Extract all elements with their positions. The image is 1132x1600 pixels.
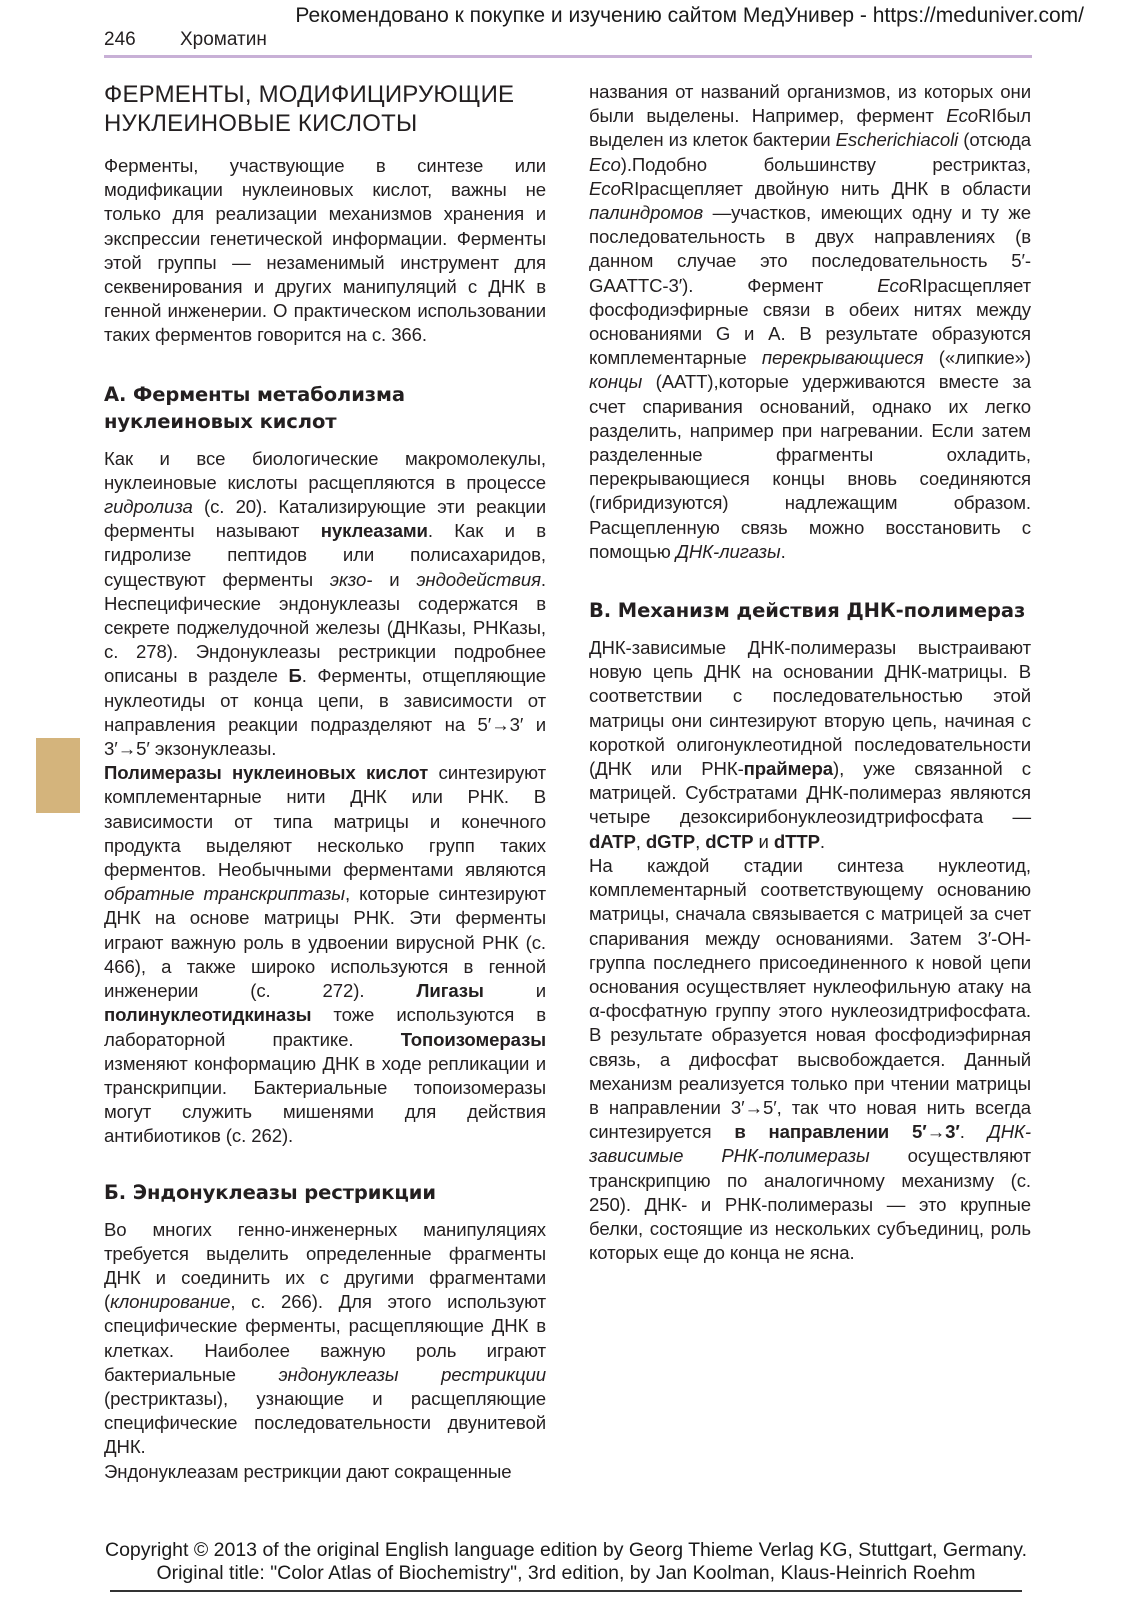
header-rule <box>104 55 1032 58</box>
chapter-title-line: НУКЛЕИНОВЫЕ КИСЛОТЫ <box>104 110 418 137</box>
section-c-title: В. Механизм действия ДНК-полимераз <box>589 599 1026 623</box>
running-title: Хроматин <box>180 29 267 50</box>
section-b-paragraph-tail: названия от названий организмов, из которых они были выделены. Например, фермент EcoRIбыл выделен из клеток бактерии Escherichiacoli (отсюда Eco).Подобно большинству рестриктаз, EcoRIрасщепляет двойную нить ДНК в области палиндромов —участков, имеющих одну и ту же последовательность в двух направлениях (в данном случае это последовательность 5′-GAATTC-3′). Фермент EcoRIрасщепляет фосфодиэфирные связи в обеих нитях между основаниями G и A. В результате образуются комплементарные перекрывающиеся («липкие») концы (AATT),которые удерживаются вместе за счет спаривания оснований, однако их легко разделить, например при нагревании. Если затем разделенные фрагменты охладить, перекрывающиеся концы вновь соединяются (гибридизуются) надлежащим образом. Расщепленную связь можно восстановить с помощью ДНК-лигазы. <box>589 81 1032 562</box>
footer-rule <box>110 1590 1022 1592</box>
section-b-paragraph-continued: Эндонуклеазам рестрикции дают сокращенные <box>104 1460 512 1482</box>
section-b-tail <box>589 80 1031 564</box>
chapter-title-line: ФЕРМЕНТЫ, МОДИФИЦИРУЮЩИЕ <box>104 81 515 108</box>
section-a-title: А. Ферменты метаболизма нуклеиновых кислот <box>104 382 405 433</box>
page-header <box>104 29 267 51</box>
section-a-paragraph: Полимеразы нуклеиновых кислот синтезируют комплементарные нити ДНК или РНК. В зависимости от типа матрицы и конечного продукта выделяют несколько групп таких ферментов. Необычными ферментами являются обратные транскриптазы, которые синтезируют ДНК на основе матрицы РНК. Эти ферменты играют важную роль в удвоении вирусной РНК (с. 466), а также широко используются в генной инженерии (с. 272). Лигазы и полинуклеотидкиназы тоже используются в лабораторной практике. Топоизомеразы изменяют конформацию ДНК в ходе репликации и транскрипции. Бактериальные топоизомеразы могут служить мишенями для действия антибиотиков (с. 262). <box>104 762 547 1147</box>
chapter-title <box>104 80 546 138</box>
intro-paragraph: Ферменты, участвующие в синтезе или модификации нуклеиновых кислот, важны не только для реализации механизмов хранения и экспрессии генетической информации. Ферменты этой группы — незаменимый инструмент для секвенирования и других манипуляций с ДНК в генной инженерии. О практическом использовании таких ферментов говорится на с. 366. <box>104 155 546 346</box>
section-b-title: Б. Эндонуклеазы рестрикции <box>104 1180 436 1204</box>
left-column <box>104 80 546 1484</box>
section-b-paragraph: Во многих генно-инженерных манипуляциях требуется выделить определенные фрагменты ДНК и соединить их с другими фрагментами (клонирование, с. 266). Для этого используют специфические ферменты, расщепляющие ДНК в клетках. Наиболее важную роль играют бактериальные эндонуклеазы рестрикции (рестриктазы), узнающие и расщепляющие специфические последовательности двунитевой ДНК. <box>104 1218 546 1458</box>
section-c-paragraph: ДНК-зависимые ДНК-полимеразы выстраивают новую цепь ДНК на основании ДНК-матрицы. В соответствии с последовательностью этой матрицы они синтезируют вторую цепь, начиная с короткой олигонуклеотидной последовательности (ДНК или РНК-праймера), уже связанной с матрицей. Субстратами ДНК-полимераз являются четыре дезоксирибонуклеозидтрифосфата — dATP, dGTP, dCTP и dTTP. <box>589 637 1031 852</box>
section-a-paragraph: Как и все биологические макромолекулы, нуклеиновые кислоты расщепляются в процессе гидролиза (с. 20). Катализирующие эти реакции ферменты называют нуклеазами. Как и в гидролизе пептидов или полисахаридов, существуют ферменты экзо- и эндодействия. Неспецифические эндонуклеазы содержатся в секрете поджелудочной железы (ДНКазы, РНКазы, с. 278). Эндонуклеазы рестрикции подробнее описаны в разделе Б. Ферменты, отщепляющие нуклеотиды от конца цепи, в зависимости от направления реакции подразделяют на 5′→3′ и 3′→5′ экзонуклеазы. <box>104 447 546 760</box>
site-watermark: Рекомендовано к покупке и изучению сайтом МедУнивер - https://meduniver.com/ <box>295 4 1084 27</box>
chapter-tab-marker <box>36 738 80 813</box>
right-column <box>589 80 1031 1265</box>
copyright-footer <box>0 1539 1132 1585</box>
section-c-paragraph: На каждой стадии синтеза нуклеотид, комплементарный соответствующему основанию матрицы, сначала связывается с матрицей за счет спаривания между основаниями. Затем 3′-OH-группа последнего присоединенного к новой цепи основания осуществляет нуклеофильную атаку на α-фосфатную группу этого нуклеозидтрифосфата. В результате образуется новая фосфодиэфирная связь, а дифосфат высвобождается. Данный механизм реализуется только при чтении матрицы в направлении 3′→5′, так что новая нить всегда синтезируется в направлении 5′→3′. ДНК-зависимые РНК-полимеразы осуществляют транскрипцию по аналогичному механизму (с. 250). ДНК- и РНК-полимеразы — это крупные белки, состоящие из нескольких субъединиц, роль которых еще до конца не ясна. <box>589 854 1031 1264</box>
footer-line: Original title: "Color Atlas of Biochemistry", 3rd edition, by Jan Koolman, Klaus-Heinrich Roehm <box>156 1562 976 1584</box>
footer-line: Copyright © 2013 of the original English language edition by Georg Thieme Verlag KG, Stuttgart, Germany. <box>104 1539 1027 1561</box>
page-number: 246 <box>104 29 136 50</box>
